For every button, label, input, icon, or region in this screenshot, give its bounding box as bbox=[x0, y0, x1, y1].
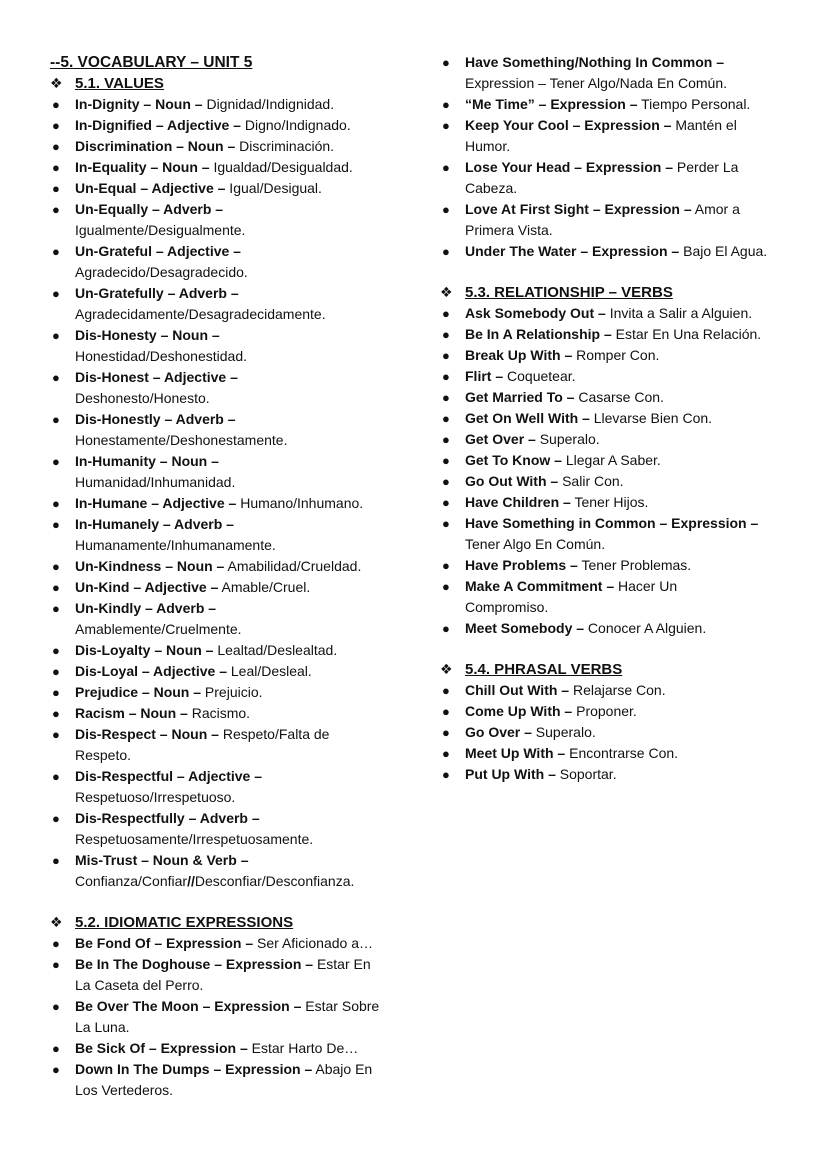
bullet-icon: ● bbox=[52, 496, 60, 511]
vocab-term: Down In The Dumps – Expression – bbox=[75, 1061, 313, 1077]
vocab-item bbox=[50, 157, 402, 178]
vocab-term: Un-Gratefully – Adverb – bbox=[75, 285, 239, 301]
vocab-list bbox=[50, 933, 402, 1101]
diamond-bullet-icon: ❖ bbox=[440, 661, 453, 677]
vocab-definition: Hacer Un bbox=[614, 578, 678, 594]
vocab-term: “Me Time” – Expression – bbox=[465, 96, 638, 112]
vocab-definition: Relajarse Con. bbox=[569, 682, 666, 698]
bullet-icon: ● bbox=[52, 601, 60, 616]
vocab-term: Be In A Relationship – bbox=[465, 326, 612, 342]
vocab-item bbox=[440, 408, 785, 429]
vocab-item bbox=[50, 850, 402, 892]
vocab-term: Be Sick Of – Expression – bbox=[75, 1040, 248, 1056]
vocab-item bbox=[50, 598, 402, 640]
bullet-icon: ● bbox=[442, 160, 450, 175]
section-values bbox=[50, 73, 402, 892]
vocab-item bbox=[440, 94, 785, 115]
section-heading bbox=[50, 912, 402, 933]
vocab-definition: Romper Con. bbox=[572, 347, 660, 363]
vocab-definition-line2: Expression – Tener Algo/Nada En Común. bbox=[465, 75, 728, 91]
vocab-item bbox=[50, 409, 402, 451]
vocab-item bbox=[440, 450, 785, 471]
vocab-term: Get On Well With – bbox=[465, 410, 590, 426]
vocab-item bbox=[440, 701, 785, 722]
vocab-definition: Igual/Desigual. bbox=[225, 180, 322, 196]
vocab-term: Chill Out With – bbox=[465, 682, 570, 698]
vocab-item bbox=[440, 680, 785, 701]
vocab-definition: Perder La bbox=[673, 159, 739, 175]
vocab-item bbox=[50, 640, 402, 661]
vocab-definition: Llegar A Saber. bbox=[561, 452, 661, 468]
vocab-definition: Lealtad/Deslealtad. bbox=[213, 642, 338, 658]
vocab-term: In-Humanity – Noun – bbox=[75, 453, 219, 469]
vocab-item bbox=[50, 933, 402, 954]
vocab-term: Prejudice – Noun – bbox=[75, 684, 202, 700]
vocab-definition-line2: Amablemente/Cruelmente. bbox=[75, 621, 242, 637]
vocab-item bbox=[440, 492, 785, 513]
bullet-icon: ● bbox=[52, 685, 60, 700]
vocab-term: Put Up With – bbox=[465, 766, 556, 782]
vocab-definition-line2: Honestidad/Deshonestidad. bbox=[75, 348, 248, 364]
vocab-item bbox=[440, 199, 785, 241]
vocab-definition: Llevarse Bien Con. bbox=[589, 410, 713, 426]
vocab-term: Break Up With – bbox=[465, 347, 573, 363]
section-idiomatic-expressions-continued bbox=[440, 52, 785, 262]
right-column bbox=[440, 52, 785, 785]
bullet-icon: ● bbox=[52, 664, 60, 679]
diamond-bullet-icon: ❖ bbox=[440, 284, 453, 300]
vocab-definition-line2: Humor. bbox=[465, 138, 511, 154]
bullet-icon: ● bbox=[52, 643, 60, 658]
bullet-icon: ● bbox=[52, 202, 60, 217]
section-title: 5.3. RELATIONSHIP – VERBS bbox=[465, 284, 673, 301]
vocab-definition-line2: Respetuoso/Irrespetuoso. bbox=[75, 789, 236, 805]
vocab-term: Be In The Doghouse – Expression – bbox=[75, 956, 314, 972]
section-phrasal-verbs bbox=[440, 659, 785, 785]
bullet-icon: ● bbox=[52, 454, 60, 469]
vocab-definition: Invita a Salir a Alguien. bbox=[605, 305, 753, 321]
vocab-item bbox=[440, 764, 785, 785]
vocab-item bbox=[440, 241, 785, 262]
vocab-definition-line2: Respetuosamente/Irrespetuosamente. bbox=[75, 831, 314, 847]
section-idiomatic-expressions bbox=[50, 912, 402, 1101]
vocab-item bbox=[50, 556, 402, 577]
vocab-definition-line2: Primera Vista. bbox=[465, 222, 553, 238]
vocab-definition-line2: Agradecidamente/Desagradecidamente. bbox=[75, 306, 326, 322]
bullet-icon: ● bbox=[442, 516, 450, 531]
vocab-term: Dis-Honest – Adjective – bbox=[75, 369, 238, 385]
vocab-term: Lose Your Head – Expression – bbox=[465, 159, 674, 175]
vocab-item bbox=[440, 366, 785, 387]
vocab-item bbox=[50, 115, 402, 136]
vocab-list bbox=[440, 52, 785, 262]
bullet-icon: ● bbox=[52, 139, 60, 154]
left-column bbox=[50, 52, 402, 1101]
bullet-icon: ● bbox=[52, 559, 60, 574]
vocab-term: Mis-Trust – Noun & Verb – bbox=[75, 852, 249, 868]
vocab-term: Under The Water – Expression – bbox=[465, 243, 680, 259]
vocab-definition-line2: Tener Algo En Común. bbox=[465, 536, 606, 552]
bullet-icon: ● bbox=[52, 580, 60, 595]
bullet-icon: ● bbox=[442, 725, 450, 740]
section-heading bbox=[50, 73, 402, 94]
vocab-term: In-Humanely – Adverb – bbox=[75, 516, 234, 532]
vocab-item bbox=[50, 766, 402, 808]
bullet-icon: ● bbox=[52, 727, 60, 742]
vocab-definition: Tener Hijos. bbox=[570, 494, 649, 510]
vocab-item bbox=[50, 577, 402, 598]
vocab-definition-line2: Honestamente/Deshonestamente. bbox=[75, 432, 288, 448]
vocab-definition: Igualdad/Desigualdad. bbox=[209, 159, 353, 175]
vocab-term: Un-Kindness – Noun – bbox=[75, 558, 225, 574]
vocab-term: Have Something in Common – Expression – bbox=[465, 515, 759, 531]
vocab-definition-line2: Humanamente/Inhumanamente. bbox=[75, 537, 276, 553]
vocab-item bbox=[440, 618, 785, 639]
bullet-icon: ● bbox=[442, 453, 450, 468]
vocab-term: In-Dignified – Adjective – bbox=[75, 117, 241, 133]
vocab-term: Have Problems – bbox=[465, 557, 578, 573]
vocab-term: Dis-Respect – Noun – bbox=[75, 726, 219, 742]
vocab-definition: Salir Con. bbox=[558, 473, 624, 489]
vocab-definition: Prejuicio. bbox=[201, 684, 263, 700]
vocab-term: Dis-Respectful – Adjective – bbox=[75, 768, 262, 784]
vocab-term: Un-Kind – Adjective – bbox=[75, 579, 219, 595]
vocab-term: Keep Your Cool – Expression – bbox=[465, 117, 672, 133]
vocab-item bbox=[50, 514, 402, 556]
bullet-icon: ● bbox=[52, 769, 60, 784]
vocab-item bbox=[50, 703, 402, 724]
vocab-term: Meet Somebody – bbox=[465, 620, 585, 636]
bullet-icon: ● bbox=[52, 244, 60, 259]
vocab-term: Make A Commitment – bbox=[465, 578, 615, 594]
vocab-item bbox=[440, 743, 785, 764]
vocab-term: In-Humane – Adjective – bbox=[75, 495, 237, 511]
diamond-bullet-icon: ❖ bbox=[50, 914, 63, 930]
vocab-term: Un-Equally – Adverb – bbox=[75, 201, 224, 217]
vocab-item bbox=[50, 1038, 402, 1059]
bullet-icon: ● bbox=[442, 202, 450, 217]
vocab-definition-line2: Respeto. bbox=[75, 747, 132, 763]
section-title: 5.1. VALUES bbox=[75, 75, 164, 92]
bullet-icon: ● bbox=[52, 412, 60, 427]
bullet-icon: ● bbox=[52, 853, 60, 868]
section-heading bbox=[440, 282, 785, 303]
bullet-icon: ● bbox=[442, 97, 450, 112]
definition-part: Desconfiar/Desconfianza. bbox=[194, 873, 355, 889]
bullet-icon: ● bbox=[442, 579, 450, 594]
bullet-icon: ● bbox=[442, 55, 450, 70]
vocab-term: Love At First Sight – Expression – bbox=[465, 201, 692, 217]
vocab-term: Un-Grateful – Adjective – bbox=[75, 243, 241, 259]
vocab-list bbox=[440, 303, 785, 639]
vocab-definition-line2: Compromiso. bbox=[465, 599, 549, 615]
bullet-icon: ● bbox=[442, 558, 450, 573]
vocab-item bbox=[440, 576, 785, 618]
separator: // bbox=[187, 873, 195, 889]
bullet-icon: ● bbox=[52, 706, 60, 721]
vocab-definition: Discriminación. bbox=[235, 138, 335, 154]
bullet-icon: ● bbox=[442, 432, 450, 447]
vocab-definition: Superalo. bbox=[535, 431, 600, 447]
vocab-list bbox=[50, 94, 402, 892]
vocab-item bbox=[440, 303, 785, 324]
vocab-term: Meet Up With – bbox=[465, 745, 566, 761]
vocab-definition-line2: Humanidad/Inhumanidad. bbox=[75, 474, 236, 490]
vocab-term: In-Equality – Noun – bbox=[75, 159, 210, 175]
vocab-definition: Encontrarse Con. bbox=[565, 745, 679, 761]
vocab-term: Come Up With – bbox=[465, 703, 573, 719]
vocab-definition: Amable/Cruel. bbox=[218, 579, 311, 595]
bullet-icon: ● bbox=[442, 327, 450, 342]
bullet-icon: ● bbox=[52, 286, 60, 301]
bullet-icon: ● bbox=[442, 495, 450, 510]
vocab-definition: Estar Harto De… bbox=[247, 1040, 359, 1056]
vocab-item bbox=[50, 367, 402, 409]
section-relationship-verbs bbox=[440, 282, 785, 639]
vocab-item bbox=[50, 954, 402, 996]
vocab-term: Get To Know – bbox=[465, 452, 562, 468]
vocab-term: Flirt – bbox=[465, 368, 504, 384]
bullet-icon: ● bbox=[52, 517, 60, 532]
diamond-bullet-icon: ❖ bbox=[50, 75, 63, 91]
bullet-icon: ● bbox=[52, 97, 60, 112]
vocab-definition-line2: La Luna. bbox=[75, 1019, 130, 1035]
vocab-term: Un-Kindly – Adverb – bbox=[75, 600, 217, 616]
vocab-item bbox=[440, 387, 785, 408]
vocab-item bbox=[50, 724, 402, 766]
bullet-icon: ● bbox=[442, 390, 450, 405]
vocab-term: Dis-Loyalty – Noun – bbox=[75, 642, 214, 658]
vocab-item bbox=[440, 555, 785, 576]
vocab-item bbox=[440, 157, 785, 199]
bullet-icon: ● bbox=[442, 411, 450, 426]
bullet-icon: ● bbox=[52, 181, 60, 196]
vocab-item bbox=[440, 115, 785, 157]
vocab-item bbox=[50, 199, 402, 241]
vocab-item bbox=[440, 52, 785, 94]
vocab-item bbox=[50, 493, 402, 514]
vocab-term: Go Out With – bbox=[465, 473, 559, 489]
vocab-item bbox=[50, 682, 402, 703]
vocab-definition: Casarse Con. bbox=[574, 389, 664, 405]
vocab-definition: Coquetear. bbox=[503, 368, 576, 384]
bullet-icon: ● bbox=[52, 1041, 60, 1056]
vocab-item bbox=[440, 722, 785, 743]
vocab-definition: Dignidad/Indignidad. bbox=[202, 96, 335, 112]
bullet-icon: ● bbox=[442, 118, 450, 133]
vocab-item bbox=[50, 1059, 402, 1101]
bullet-icon: ● bbox=[52, 118, 60, 133]
vocab-definition: Ser Aficionado a… bbox=[253, 935, 374, 951]
vocab-definition-line2: Los Vertederos. bbox=[75, 1082, 174, 1098]
vocab-definition-line2: Igualmente/Desigualmente. bbox=[75, 222, 246, 238]
vocab-term: Have Something/Nothing In Common – bbox=[465, 54, 725, 70]
vocab-item bbox=[50, 94, 402, 115]
vocab-item bbox=[440, 471, 785, 492]
vocab-term: Get Over – bbox=[465, 431, 536, 447]
vocab-definition-line2: Agradecido/Desagradecido. bbox=[75, 264, 248, 280]
vocab-item bbox=[50, 661, 402, 682]
vocab-item bbox=[50, 996, 402, 1038]
vocab-item bbox=[440, 345, 785, 366]
vocab-definition-line2: La Caseta del Perro. bbox=[75, 977, 204, 993]
vocab-item bbox=[440, 429, 785, 450]
bullet-icon: ● bbox=[442, 621, 450, 636]
vocab-definition: Estar En bbox=[313, 956, 371, 972]
vocab-term: Get Married To – bbox=[465, 389, 575, 405]
vocab-term: Dis-Honesty – Noun – bbox=[75, 327, 220, 343]
vocab-definition-line2: Deshonesto/Honesto. bbox=[75, 390, 210, 406]
vocab-term: Racism – Noun – bbox=[75, 705, 188, 721]
vocab-item bbox=[50, 808, 402, 850]
vocab-definition: Tiempo Personal. bbox=[637, 96, 751, 112]
vocab-definition: Amabilidad/Crueldad. bbox=[224, 558, 362, 574]
bullet-icon: ● bbox=[52, 328, 60, 343]
vocab-term: Dis-Respectfully – Adverb – bbox=[75, 810, 260, 826]
vocab-item bbox=[440, 513, 785, 555]
page-title: --5. VOCABULARY – UNIT 5 bbox=[50, 54, 253, 71]
vocab-definition: Proponer. bbox=[572, 703, 637, 719]
vocab-definition: Amor a bbox=[691, 201, 740, 217]
vocab-definition: Estar Sobre bbox=[301, 998, 380, 1014]
vocab-item bbox=[50, 325, 402, 367]
vocab-definition: Respeto/Falta de bbox=[218, 726, 330, 742]
vocab-term: Ask Somebody Out – bbox=[465, 305, 606, 321]
section-title: 5.2. IDIOMATIC EXPRESSIONS bbox=[75, 914, 294, 931]
vocab-definition: Humano/Inhumano. bbox=[236, 495, 364, 511]
vocab-list bbox=[440, 680, 785, 785]
bullet-icon: ● bbox=[442, 306, 450, 321]
vocab-definition: Mantén el bbox=[671, 117, 737, 133]
bullet-icon: ● bbox=[52, 936, 60, 951]
vocab-definition: Racismo. bbox=[187, 705, 251, 721]
bullet-icon: ● bbox=[442, 704, 450, 719]
vocab-definition: Tener Problemas. bbox=[577, 557, 692, 573]
definition-part: Confianza/Confiar bbox=[75, 873, 188, 889]
bullet-icon: ● bbox=[442, 767, 450, 782]
vocab-definition: Abajo En bbox=[312, 1061, 373, 1077]
vocab-item bbox=[440, 324, 785, 345]
vocab-term: Un-Equal – Adjective – bbox=[75, 180, 226, 196]
vocab-definition: Conocer A Alguien. bbox=[584, 620, 707, 636]
vocab-item bbox=[50, 178, 402, 199]
bullet-icon: ● bbox=[52, 160, 60, 175]
vocab-term: In-Dignity – Noun – bbox=[75, 96, 203, 112]
vocab-term: Go Over – bbox=[465, 724, 532, 740]
vocab-item bbox=[50, 283, 402, 325]
section-heading bbox=[440, 659, 785, 680]
bullet-icon: ● bbox=[442, 244, 450, 259]
bullet-icon: ● bbox=[52, 370, 60, 385]
vocab-definition-line2 bbox=[75, 871, 402, 892]
bullet-icon: ● bbox=[52, 957, 60, 972]
vocab-term: Have Children – bbox=[465, 494, 571, 510]
vocab-term: Be Fond Of – Expression – bbox=[75, 935, 254, 951]
bullet-icon: ● bbox=[52, 1062, 60, 1077]
vocab-item bbox=[50, 451, 402, 493]
bullet-icon: ● bbox=[442, 348, 450, 363]
section-title: 5.4. PHRASAL VERBS bbox=[465, 661, 623, 678]
vocab-definition: Leal/Desleal. bbox=[226, 663, 312, 679]
vocab-term: Dis-Honestly – Adverb – bbox=[75, 411, 236, 427]
vocab-definition-line2: Cabeza. bbox=[465, 180, 518, 196]
bullet-icon: ● bbox=[52, 811, 60, 826]
vocab-definition: Digno/Indignado. bbox=[240, 117, 351, 133]
vocab-definition: Soportar. bbox=[555, 766, 617, 782]
bullet-icon: ● bbox=[442, 683, 450, 698]
vocab-term: Be Over The Moon – Expression – bbox=[75, 998, 302, 1014]
vocab-definition: Estar En Una Relación. bbox=[611, 326, 762, 342]
bullet-icon: ● bbox=[442, 746, 450, 761]
bullet-icon: ● bbox=[52, 999, 60, 1014]
bullet-icon: ● bbox=[442, 369, 450, 384]
vocab-definition: Superalo. bbox=[531, 724, 596, 740]
vocab-term: Dis-Loyal – Adjective – bbox=[75, 663, 227, 679]
vocab-item bbox=[50, 241, 402, 283]
vocab-definition: Bajo El Agua. bbox=[679, 243, 768, 259]
vocab-item bbox=[50, 136, 402, 157]
vocab-term: Discrimination – Noun – bbox=[75, 138, 236, 154]
bullet-icon: ● bbox=[442, 474, 450, 489]
